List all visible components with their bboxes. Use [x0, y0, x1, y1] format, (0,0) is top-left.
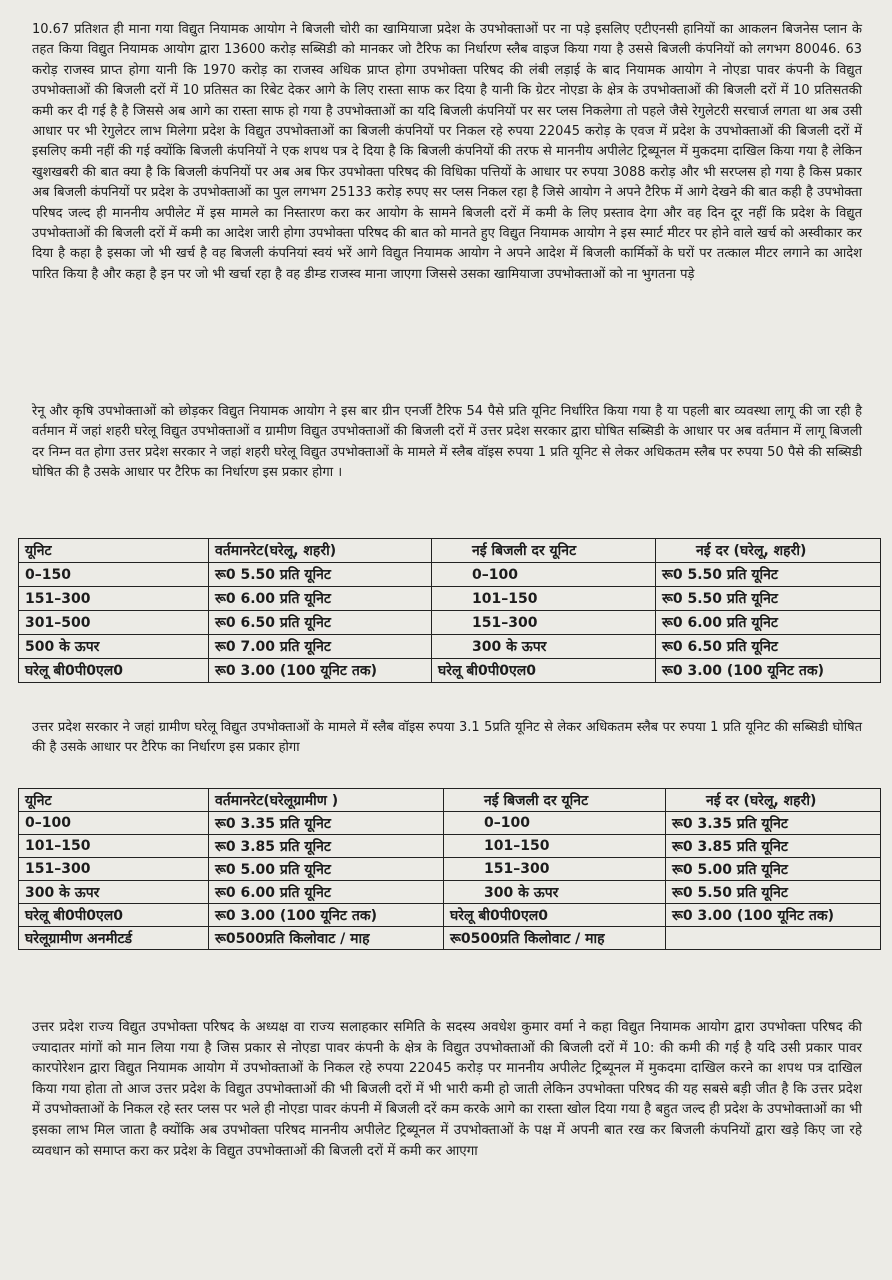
table-header-cell: नई बिजली दर यूनिट [432, 539, 656, 563]
table-cell: 0–100 [444, 812, 666, 835]
table-header-cell: वर्तमानरेट(घरेलू, शहरी) [209, 539, 432, 563]
urban-tariff-table [18, 538, 881, 683]
table-row [19, 812, 881, 835]
table-cell: 300 के ऊपर [19, 881, 209, 904]
table-row [19, 881, 881, 904]
paragraph-rural-tariff: उत्तर प्रदेश सरकार ने जहां ग्रामीण घरेलू विद्युत उपभोक्ताओं के मामले में स्लैब वॉइस रुपया 3.1 5प्रति यूनिट से लेकर अधिकतम स्लैब पर रुपया 1 प्रति यूनिट की सब्सिडी घोषित की है उसके आधार पर टैरिफ का निर्धारण इस प्रकार होगा [32, 720, 862, 756]
table-cell: 101–150 [444, 835, 666, 858]
table-cell: रू0500प्रति किलोवाट / माह [209, 927, 444, 950]
table-cell: 151–300 [19, 587, 209, 611]
paragraph-statement: उत्तर प्रदेश राज्य विद्युत उपभोक्ता परिषद के अध्यक्ष वा राज्य सलाहकार समिति के सदस्य अवधेश कुमार वर्मा ने कहा विद्युत नियामक आयोग द्वारा उपभोक्ता परिषद की ज्यादातर मांगों को मान लिया गया है जिस प्रकार से नोएडा पावर कंपनी के क्षेत्र के विद्युत उपभोक्ताओं की बिजली दरों में 10: की कमी की गई है यदि उसी प्रकार पावर कारपोरेशन द्वारा विद्युत नियामक आयोग में उपभोक्ताओं के निकल रहे रुपया 22045 करोड़ पर माननीय अपीलेट ट्रिब्यूनल में मुकदमा दाखिल करने का शपथ पत्र दाखिल किया गया होता तो आज उत्तर प्रदेश के विद्युत उपभोक्ताओं की भी बिजली दरों में भी भारी कमी हो जाती लेकिन उपभोक्ता परिषद की यह सबसे बड़ी जीत है कि उत्तर प्रदेश में उपभोक्ताओं के निकल रहे स्तर प्लस पर भले ही नोएडा पावर कंपनी में बिजली दरें कम करके आगे का रास्ता खोल दिया गया है बहुत जल्द ही प्रदेश के उपभोक्ताओं का भी इसका लाभ मिल जाता है क्योंकि अब उपभोक्ता परिषद माननीय अपीलेट ट्रिब्यूनल में उपभोक्ताओं के पक्ष में अपनी बात रख कर बिजली कंपनियों द्वारा खड़े किए जा रहे व्यवधान को समाप्त करा कर प्रदेश के विद्युत उपभोक्ताओं की बिजली दरों में कमी कर आएगा [32, 1020, 862, 1159]
table-cell: 151–300 [19, 858, 209, 881]
table-header-row [19, 789, 881, 812]
table-cell: घरेलू बी0पी0एल0 [432, 659, 656, 683]
table-header-cell: नई दर (घरेलू, शहरी) [666, 789, 881, 812]
table-cell: रू0 5.00 प्रति यूनिट [666, 858, 881, 881]
table-row [19, 635, 881, 659]
table-cell: रू0 6.00 प्रति यूनिट [209, 881, 444, 904]
table-row [19, 927, 881, 950]
table-cell: रू0 5.50 प्रति यूनिट [656, 563, 881, 587]
table-row [19, 587, 881, 611]
table-row [19, 904, 881, 927]
table-cell: रू0 7.00 प्रति यूनिट [209, 635, 432, 659]
table-cell: रू0 6.50 प्रति यूनिट [209, 611, 432, 635]
table-cell: रू0 3.00 (100 यूनिट तक) [666, 904, 881, 927]
table-header-cell: वर्तमानरेट(घरेलूग्रामीण ) [209, 789, 444, 812]
table-cell: रू0 3.85 प्रति यूनिट [666, 835, 881, 858]
table-row [19, 659, 881, 683]
table-cell: 151–300 [432, 611, 656, 635]
table-cell: घरेलू बी0पी0एल0 [19, 904, 209, 927]
table-header-cell: नई बिजली दर यूनिट [444, 789, 666, 812]
table-cell: रू0 3.00 (100 यूनिट तक) [209, 659, 432, 683]
table-cell: 101–150 [19, 835, 209, 858]
table-header-cell: यूनिट [19, 539, 209, 563]
table-cell: रू0500प्रति किलोवाट / माह [444, 927, 666, 950]
table-cell: 300 के ऊपर [444, 881, 666, 904]
table-cell: रू0 3.35 प्रति यूनिट [209, 812, 444, 835]
table-cell: घरेलू बी0पी0एल0 [19, 659, 209, 683]
table-cell: 0–100 [432, 563, 656, 587]
table-cell: 151–300 [444, 858, 666, 881]
table-cell: 0–150 [19, 563, 209, 587]
table-row [19, 611, 881, 635]
table-cell: घरेलूग्रामीण अनमीटर्ड [19, 927, 209, 950]
table-cell: रू0 3.85 प्रति यूनिट [209, 835, 444, 858]
rural-tariff-table [18, 788, 881, 950]
table-header-cell: यूनिट [19, 789, 209, 812]
paragraph-intro: 10.67 प्रतिशत ही माना गया विद्युत नियामक आयोग ने बिजली चोरी का खामियाजा प्रदेश के उपभोक्ताओं पर ना पड़े इसलिए एटीएनसी हानियों का आकलन बिजनेस प्लान के तहत किया विद्युत नियामक आयोग द्वारा 13600 करोड़ सब्सिडी को मानकर जो टैरिफ का निर्धारण स्लैब वाइज किया गया है उससे बिजली कंपनियों को लगभग 80046. 63 करोड़ राजस्व प्राप्त होगा यानी कि 1970 करोड़ का राजस्व अधिक प्राप्त होगा उपभोक्ता परिषद की लंबी लड़ाई के बाद नियामक आयोग ने नोएडा पावर कंपनी के विद्युत उपभोक्ताओं की बिजली दरों में 10 प्रतिसत का रिबेट देकर आगे के लिए रास्ता साफ कर दिया है यानी कि ग्रेटर नोएडा के क्षेत्र के उपभोक्ताओं की बिजली दरों में 10 प्रतिसतकी कमी कर दी गई है है जिससे अब आगे का रास्ता साफ हो गया है उपभोक्ताओं का यदि बिजली कंपनियों पर सर प्लस निकलेगा तो पहले जैसे रेगुलेटरी सरचार्ज लगता था अब उसी आधार पर भी रेगुलेटर लाभ मिलेगा प्रदेश के विद्युत उपभोक्ताओं का बिजली कंपनियों पर निकल रहे रुपया 22045 करोड़ के एवज में प्रदेश के उपभोक्ताओं की बिजली दरों में इसलिए कमी नहीं की गई क्योंकि बिजली कंपनियों ने एक शपथ पत्र दे दिया है कि बिजली कंपनियों की तरफ से माननीय अपीलेट ट्रिब्यूनल में मुकदमा दाखिल किया गया है लेकिन खुशखबरी की बात क्या है कि बिजली कंपनियों पर अब अब फिर उपभोक्ता परिषद की विधिका पत्तियों के आधार पर रुपया 3088 करोड़ और भी सरप्लस हो गया है किस प्रकार अब बिजली कंपनियों पर प्रदेश के उपभोक्ताओं का पुल लगभग 25133 करोड़ रुपए सर प्लस निकल रहा है जिसे आयोग ने अपने टैरिफ में आगे देखने की बात कही है उपभोक्ता परिषद जल्द ही माननीय अपीलेट में इस मामले का निस्तारण करा कर आयोग के सामने बिजली दरों में कमी के लिए प्रस्ताव देगा और वह दिन दूर नहीं कि प्रदेश के विद्युत उपभोक्ताओं की बिजली दरों में कमी का आदेश जारी होगा उपभोक्ता परिषद की बात को मानते हुए विद्युत नियामक आयोग ने इस स्मार्ट मीटर पर होने वाले खर्च को अस्वीकार कर दिया है कहा है इसका जो भी खर्च है वह बिजली कंपनियां स्वयं भरें आगे विद्युत नियामक आयोग ने अपने आदेश में बिजली कार्मिकों के घरों पर तत्काल मीटर लगाने का आदेश पारित किया है और कहा है इन पर जो भी खर्चा रहा है वह डीम्ड राजस्व माना जाएगा जिससे उसका खामियाजा उपभोक्ताओं को ना भुगतना पड़े [32, 22, 862, 282]
table-cell: घरेलू बी0पी0एल0 [444, 904, 666, 927]
table-cell: रू0 5.50 प्रति यूनिट [666, 881, 881, 904]
table-cell [666, 927, 881, 950]
table-cell: 101–150 [432, 587, 656, 611]
paragraph-urban-tariff: रेनू और कृषि उपभोक्ताओं को छोड़कर विद्युत नियामक आयोग ने इस बार ग्रीन एनर्जी टैरिफ 54 पैसे प्रति यूनिट निर्धारित किया गया है या पहली बार व्यवस्था लागू की जा रही है वर्तमान में जहां शहरी घरेलू विद्युत उपभोक्ताओं व ग्रामीण विद्युत उपभोक्ताओं की बिजली दरों में उत्तर प्रदेश सरकार द्वारा घोषित सब्सिडी के आधार पर अब वर्तमान में लागू बिजली दर निम्न वत होगा उत्तर प्रदेश सरकार ने जहां शहरी घरेलू विद्युत उपभोक्ताओं के मामले में स्लैब वॉइस रुपया 1 प्रति यूनिट से लेकर अधिकतम स्लैब पर रुपया 50 पैसे की सब्सिडी घोषित की है उसके आधार पर टैरिफ का निर्धारण इस प्रकार होगा । [32, 404, 862, 481]
table-cell: रू0 3.35 प्रति यूनिट [666, 812, 881, 835]
table-cell: रू0 5.00 प्रति यूनिट [209, 858, 444, 881]
table-header-cell: नई दर (घरेलू, शहरी) [656, 539, 881, 563]
table-cell: 500 के ऊपर [19, 635, 209, 659]
table-cell: रू0 6.00 प्रति यूनिट [209, 587, 432, 611]
table-row [19, 858, 881, 881]
table-row [19, 563, 881, 587]
table-cell: रू0 6.00 प्रति यूनिट [656, 611, 881, 635]
table-cell: रू0 5.50 प्रति यूनिट [209, 563, 432, 587]
table-cell: रू0 5.50 प्रति यूनिट [656, 587, 881, 611]
table-header-row [19, 539, 881, 563]
table-row [19, 835, 881, 858]
table-cell: रू0 6.50 प्रति यूनिट [656, 635, 881, 659]
table-cell: रू0 3.00 (100 यूनिट तक) [209, 904, 444, 927]
table-cell: 300 के ऊपर [432, 635, 656, 659]
table-cell: 301–500 [19, 611, 209, 635]
table-cell: रू0 3.00 (100 यूनिट तक) [656, 659, 881, 683]
table-cell: 0–100 [19, 812, 209, 835]
